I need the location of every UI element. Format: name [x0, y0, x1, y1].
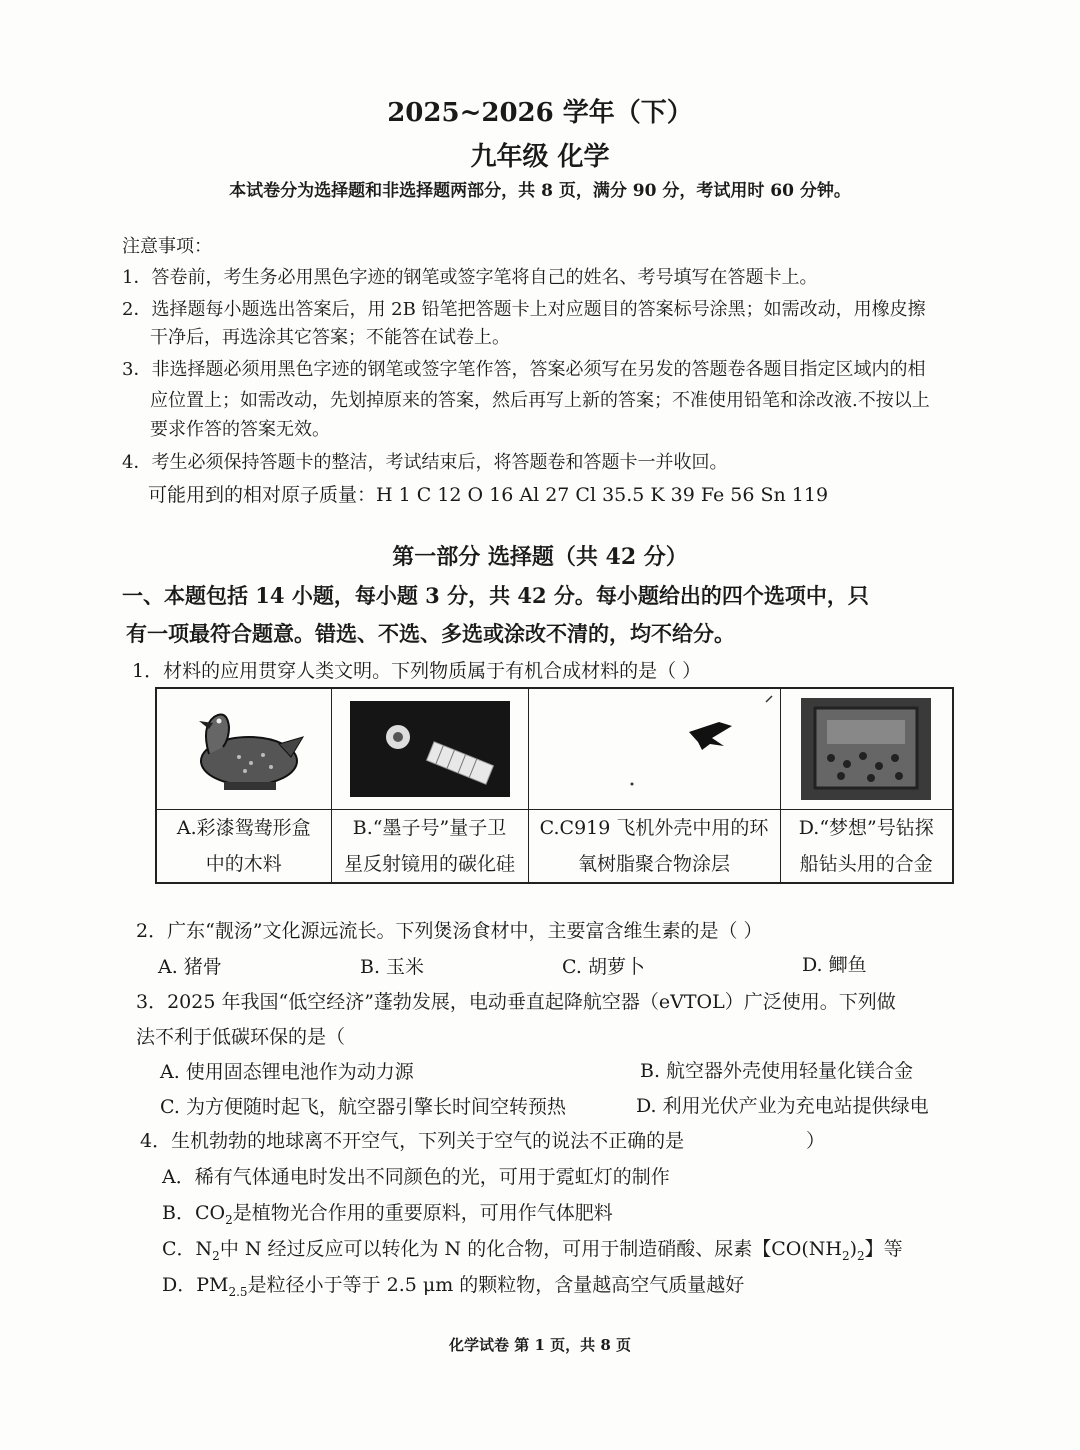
drill-bit-icon: [781, 694, 953, 804]
question-2-option-a: A. 猪骨: [158, 956, 222, 978]
note-item: 要求作答的答案无效。: [150, 419, 330, 440]
question-2-option-d: D. 鲫鱼: [802, 954, 867, 976]
note-item: 应位置上；如需改动，先划掉原来的答案，然后再写上新的答案；不准使用铅笔和涂改液.不按以上: [150, 390, 930, 411]
note-item: 1．答卷前，考生务必用黑色字迹的钢笔或签字笔将自己的姓名、考号填写在答题卡上。: [122, 267, 818, 288]
option-a-image-cell: [156, 688, 331, 810]
question-4-option-b: B．$CO_2$是植物光合作用的重要原料，可用作气体肥料: [162, 1202, 613, 1227]
option-d-image-cell: [780, 688, 953, 810]
atomic-masses: 可能用到的相对原子质量：H 1 C 12 O 16 Al 27 Cl 35.5 K 39 Fe 56 Sn 119: [148, 484, 829, 506]
option-a-caption: A.彩漆鸳鸯形盒 中的木料: [156, 810, 331, 884]
satellite-icon: [332, 694, 528, 804]
part1-title: 第一部分 选择题（共 42 分）: [392, 544, 688, 570]
question-2-option-b: B. 玉米: [360, 956, 425, 978]
part1-instruction: 一、本题包括 14 小题，每小题 3 分，共 42 分。每小题给出的四个选项中，只: [122, 583, 869, 608]
duck-box-icon: [157, 694, 331, 804]
question-2-option-c: C. 胡萝卜: [562, 956, 645, 978]
question-3-stem: 3．2025 年我国“低空经济”蓬勃发展，电动垂直起降航空器（eVTOL）广泛使用。下列做: [136, 991, 896, 1013]
part1-instruction: 有一项最符合题意。错选、不选、多选或涂改不清的，均不给分。: [126, 621, 735, 646]
question-4-stem: 4．生机勃勃的地球离不开空气，下列关于空气的说法不正确的是: [140, 1130, 685, 1152]
note-item: 2．选择题每小题选出答案后，用 2B 铅笔把答题卡上对应题目的答案标号涂黑；如需改动，用橡皮擦: [122, 299, 926, 320]
option-d-caption: D.“梦想”号钻探 船钻头用的合金: [780, 810, 953, 884]
note-item: 3．非选择题必须用黑色字迹的钢笔或签字笔作答，答案必须写在另发的答题卷各题目指定区域内的相: [122, 359, 926, 380]
airplane-icon: [529, 694, 780, 804]
exam-subject: 九年级 化学: [470, 142, 610, 172]
question-1-stem: 1．材料的应用贯穿人类文明。下列物质属于有机合成材料的是（ ）: [132, 660, 702, 682]
note-item: 干净后，再选涂其它答案；不能答在试卷上。: [150, 327, 510, 348]
question-4-option-a: A．稀有气体通电时发出不同颜色的光，可用于霓虹灯的制作: [162, 1166, 670, 1188]
note-item: 4．考生必须保持答题卡的整洁，考试结束后，将答题卷和答题卡一并收回。: [122, 452, 728, 473]
question-3-option-c: C. 为方便随时起飞，航空器引擎长时间空转预热: [160, 1096, 566, 1118]
question-1-options-table: [155, 687, 954, 884]
option-c-caption: C.C919 飞机外壳中用的环 氧树脂聚合物涂层: [528, 810, 780, 884]
exam-description: 本试卷分为选择题和非选择题两部分，共 8 页，满分 90 分，考试用时 60 分钟。: [229, 181, 851, 201]
page-footer: 化学试卷 第 1 页，共 8 页: [449, 1336, 631, 1354]
question-4-stem-paren: ）: [806, 1130, 826, 1152]
option-b-caption: B.“墨子号”量子卫 星反射镜用的碳化硅: [331, 810, 528, 884]
question-2-stem: 2．广东“靓汤”文化源远流长。下列煲汤食材中，主要富含维生素的是（ ）: [136, 920, 763, 942]
question-3-stem-cont: 法不利于低碳环保的是（: [136, 1026, 346, 1048]
question-3-option-a: A. 使用固态锂电池作为动力源: [160, 1061, 414, 1083]
question-3-option-d: D. 利用光伏产业为充电站提供绿电: [636, 1095, 929, 1117]
notes-heading: 注意事项：: [122, 236, 212, 257]
option-b-image-cell: [331, 688, 528, 810]
question-3-option-b: B. 航空器外壳使用轻量化镁合金: [640, 1060, 914, 1082]
question-4-option-d: D．$PM_{2.5}$是粒径小于等于 2.5 μm 的颗粒物，含量越高空气质量越好: [162, 1274, 745, 1299]
exam-year: 2025~2026 学年（下）: [387, 98, 693, 128]
option-c-image-cell: [528, 688, 780, 810]
question-4-option-c: C．$N_2$中 N 经过反应可以转化为 N 的化合物，可用于制造硝酸、尿素【$CO(NH_2)_2$】等: [162, 1238, 903, 1263]
